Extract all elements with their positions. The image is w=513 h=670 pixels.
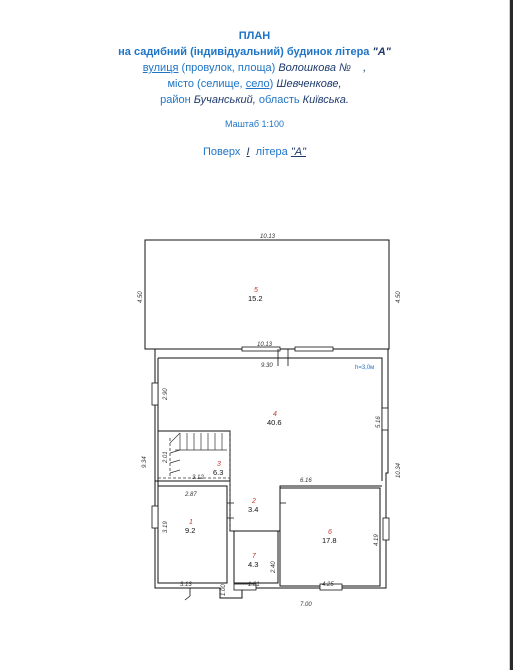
dim-stair-height: 2.01 [163,451,169,463]
dim-right-wall-total: 10.34 [396,462,402,478]
floor-plan-drawing [130,228,410,613]
room-1-area: 9.2 [185,526,196,535]
dim-bottom-left: 3.13 [180,582,192,588]
header-line-3 [0,76,509,92]
street-value: Волошкова № [278,62,351,74]
room-3-number: 3 [217,461,221,468]
dim-right-wall-upper: 5.16 [376,416,382,428]
room-7-number: 7 [252,553,256,560]
dim-stair-width: 3.12 [192,475,204,481]
header-line-1 [0,44,509,60]
ceiling-height-note: h=3,0м [355,365,375,371]
floor-label: Поверх [202,146,241,158]
letter-label: літера [255,146,288,158]
dim-room-7-height: 2.40 [271,561,277,573]
dim-room-1-height: 3.19 [163,521,169,533]
header-line-2 [0,60,509,76]
room-3-area: 6.3 [213,468,224,477]
dim-room-6-height: 4.19 [374,534,380,546]
dim-terrace-left: 4.50 [138,291,144,303]
dim-room-7-width: 1.81 [248,582,260,588]
dim-room-1-width: 2.87 [185,492,197,498]
building-type-label: на садибний (індивідуальний) будинок літера [118,46,370,58]
room-5-area: 15.2 [248,294,263,303]
window-terrace-2 [295,347,333,351]
dim-left-wall-total: 9.34 [142,456,148,468]
room-7-walls [234,531,278,583]
room-6-area: 17.8 [322,536,337,545]
room-7-area: 4.3 [248,560,259,569]
village-label: село [245,78,270,90]
city-label-close: ) [269,78,274,90]
window-right-living [382,408,388,430]
city-value: Шевченкове, [276,78,342,90]
region-label: область [258,94,300,106]
dim-terrace-right: 4.50 [396,291,402,303]
dim-room-6-width: 4.25 [322,582,334,588]
dim-bottom-left-short: 1.00 [221,584,227,596]
letter-value: "А" [290,146,307,158]
floor-value: І [246,146,250,158]
window-room-1 [152,506,158,528]
dim-bottom-total: 7.00 [300,602,312,608]
room-6-number: 6 [328,529,332,536]
street-suffix: , [363,62,367,74]
dim-top-width: 10.13 [260,234,276,240]
dim-living-lower-width: 6.16 [300,478,312,484]
floor-line [0,146,509,158]
room-5-number: 5 [254,287,258,294]
header-line-4 [0,92,509,108]
dim-left-wall-upper: 2.90 [163,388,169,400]
district-label: район [160,94,191,106]
room-2-area: 3.4 [248,505,259,514]
building-letter: "А" [372,46,391,58]
room-4-area: 40.6 [267,418,282,427]
room-4-number: 4 [273,411,277,418]
room-2-number: 2 [252,498,256,505]
house-outline [155,349,388,598]
street-label: вулиця [142,62,179,74]
dim-mid-width: 10.13 [257,342,273,348]
district-value: Бучанський, [193,94,256,106]
window-room-6 [383,518,389,540]
document-header [0,28,509,108]
terrace-outline [145,240,389,349]
city-label: місто (селище, [167,78,243,90]
scale-label: Маштаб 1:100 [224,119,285,129]
street-label-rest: (провулок, площа) [178,62,276,74]
window-left-living [152,383,158,405]
room-1-number: 1 [189,519,193,526]
plan-title: ПЛАН [238,30,271,42]
dim-living-width: 9.30 [261,363,273,369]
entrance-arrow [185,588,190,600]
region-value: Київська. [302,94,349,106]
